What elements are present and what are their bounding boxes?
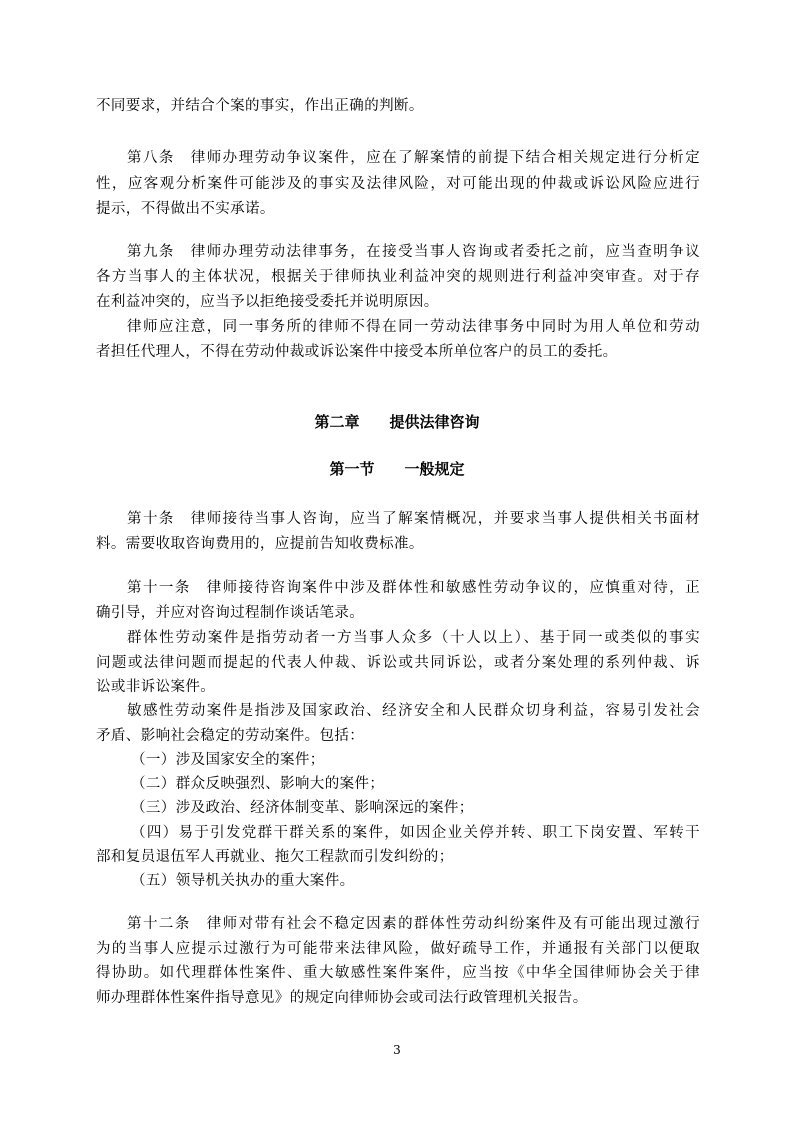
list-item: （五）领导机关执办的重大案件。 bbox=[131, 873, 355, 889]
text-line: 确引导，并应对咨询过程制作谈话笔录。 bbox=[96, 605, 365, 621]
text-line: 得协助。如代理群体性案件、重大敏感性案件案件，应当按《中华全国律师协会关于律 bbox=[96, 965, 700, 981]
text-line: 部和复员退伍军人再就业、拖欠工程款而引发纠纷的； bbox=[96, 849, 454, 865]
text-line: 群体性劳动案件是指劳动者一方当事人众多（十人以上）、基于同一或类似的事实 bbox=[127, 630, 700, 646]
article-10-line: 第十条 律师接待当事人咨询，应当了解案情概况，并要求当事人提供相关书面材 bbox=[127, 511, 700, 527]
text-line: 提示，不得做出不实承诺。 bbox=[96, 201, 275, 217]
text-line: 性，应客观分析案件可能涉及的事实及法律风险，对可能出现的仲裁或诉讼风险应进行 bbox=[96, 176, 700, 192]
article-9-line: 第九条 律师办理劳动法律事务，在接受当事人咨询或者委托之前，应当查明争议 bbox=[127, 244, 700, 260]
article-11-line: 第十一条 律师接待咨询案件中涉及群体性和敏感性劳动争议的，应慎重对待，正 bbox=[127, 580, 700, 596]
text-line: 者担任代理人，不得在劳动仲裁或诉讼案件中接受本所单位客户的员工的委托。 bbox=[96, 344, 618, 360]
text-line: 问题或法律问题而提起的代表人仲裁、诉讼或共同诉讼，或者分案处理的系列仲裁、诉 bbox=[96, 655, 700, 671]
page-number: 3 bbox=[393, 1043, 401, 1057]
list-item: （三）涉及政治、经济体制变革、影响深远的案件； bbox=[131, 800, 474, 816]
text-line: 在利益冲突的，应当予以拒绝接受委托并说明原因。 bbox=[96, 294, 439, 310]
text-line: 不同要求，并结合个案的事实，作出正确的判断。 bbox=[96, 98, 424, 114]
text-line: 律师应注意，同一事务所的律师不得在同一劳动法律事务中同时为用人单位和劳动 bbox=[127, 319, 700, 335]
text-line: 敏感性劳动案件是指涉及国家政治、经济安全和人民群众切身利益，容易引发社会 bbox=[127, 703, 700, 719]
text-line: 矛盾、影响社会稳定的劳动案件。包括： bbox=[96, 728, 365, 744]
list-item: （四）易于引发党群干群关系的案件，如因企业关停并转、职工下岗安置、军转干 bbox=[131, 825, 700, 841]
article-8-line: 第八条 律师办理劳动争议案件，应在了解案情的前提下结合相关规定进行分析定 bbox=[127, 150, 700, 166]
chapter-heading: 第二章 提供法律咨询 bbox=[314, 413, 480, 431]
text-line: 为的当事人应提示过激行为可能带来法律风险，做好疏导工作，并通报有关部门以便取 bbox=[96, 941, 700, 957]
list-item: （二）群众反映强烈、影响大的案件； bbox=[131, 776, 385, 792]
text-line: 各方当事人的主体状况，根据关于律师执业利益冲突的规则进行利益冲突审查。对于存 bbox=[96, 269, 700, 285]
text-line: 讼或非诉讼案件。 bbox=[96, 679, 216, 695]
article-12-line: 第十二条 律师对带有社会不稳定因素的群体性劳动纠纷案件及有可能出现过激行 bbox=[127, 916, 700, 932]
text-line: 料。需要收取咨询费用的，应提前告知收费标准。 bbox=[96, 536, 424, 552]
text-line: 师办理群体性案件指导意见》的规定向律师协会或司法行政管理机关报告。 bbox=[96, 990, 588, 1006]
list-item: （一）涉及国家安全的案件； bbox=[131, 752, 325, 768]
section-heading: 第一节 一般规定 bbox=[329, 460, 465, 478]
